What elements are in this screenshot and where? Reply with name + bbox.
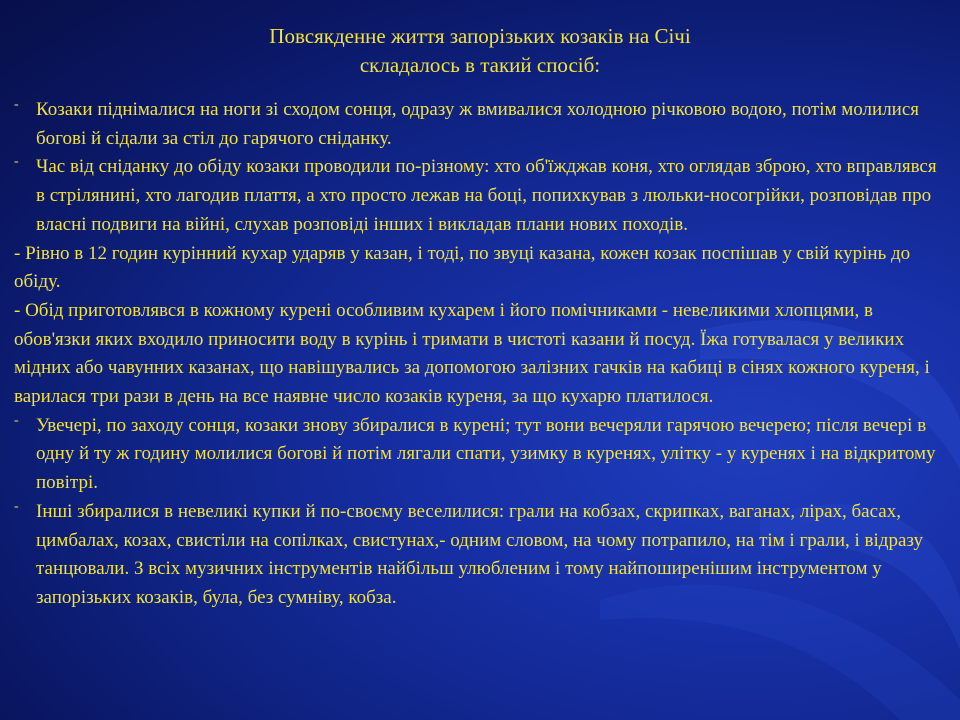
bullet-mark: - — [14, 498, 19, 514]
paragraph-text: - Рівно в 12 годин курінний кухар ударяв у казан, і тоді, по звуці казана, кожен козак поспішав у свій курінь до обіду. — [14, 242, 911, 293]
bullet-mark: - — [14, 412, 19, 428]
bullet-mark: - — [14, 97, 19, 112]
paragraph-daytime — [14, 153, 944, 239]
paragraph-lunch — [14, 297, 944, 412]
paragraph-music — [14, 498, 944, 613]
title-line-2: складалось в такий спосіб: — [359, 53, 601, 77]
paragraph-text: Інші збиралися в невеликі купки й по-своєму веселилися: грали на кобзах, скрипках, ваганах, лірах, басах, цимбалах, козах, свистіли на сопілках, свистунах,- одним словом, на чому потрапило, на тім і грали, і відразу танцювали. З всіх музичних інструментів найбільш улюбленим і тому найпоширенішим інструментом у запорізьких козаків, була, без сумніву, кобза. — [36, 500, 923, 608]
paragraph-text: - Обід приготовлявся в кожному курені особливим кухарем і його помічниками - невеликими хлопцями, в обов'язки яких входило приносити воду в курінь і тримати в чистоті казани й посуд. Їжа готувалася у великих мідних або чавунних казанах, що навішувались за допомогою залізних гачків на кабиці в сінях кожного куреня, і варилася три рази в день на все наявне число козаків куреня, за що кухарю платилося. — [14, 299, 930, 408]
bullet-mark: - — [14, 154, 19, 170]
paragraph-noon — [14, 240, 944, 297]
paragraph-text: Козаки піднімалися на ноги зі сходом сонця, одразу ж вмивалися холодною річковою водою, потім молилися богові й сідали за стіл до гарячого сніданку. — [36, 99, 920, 149]
paragraph-morning — [14, 96, 944, 153]
title-line-1: Повсякденне життя запорізьких козаків на Січі — [269, 24, 691, 48]
slide-body — [14, 96, 944, 613]
paragraph-evening — [14, 412, 944, 498]
slide-title — [0, 22, 960, 80]
paragraph-text: Час від сніданку до обіду козаки проводили по-різному: хто об'їжджав коня, хто оглядав зброю, хто вправлявся в стрілянині, хто лагодив плаття, а хто просто лежав на боці, попихкував з люльки-носогрійки, розповідав про власні подвиги на війні, слухав розповіді інших і викладав плани нових походів. — [36, 156, 937, 235]
paragraph-text: Увечері, по заходу сонця, козаки знову збиралися в курені; тут вони вечеряли гарячою вечерею; після вечері в одну й ту ж годину молилися богові й потім лягали спати, узимку в куренях, улітку - у куренях і на відкритому повітрі. — [36, 414, 936, 494]
